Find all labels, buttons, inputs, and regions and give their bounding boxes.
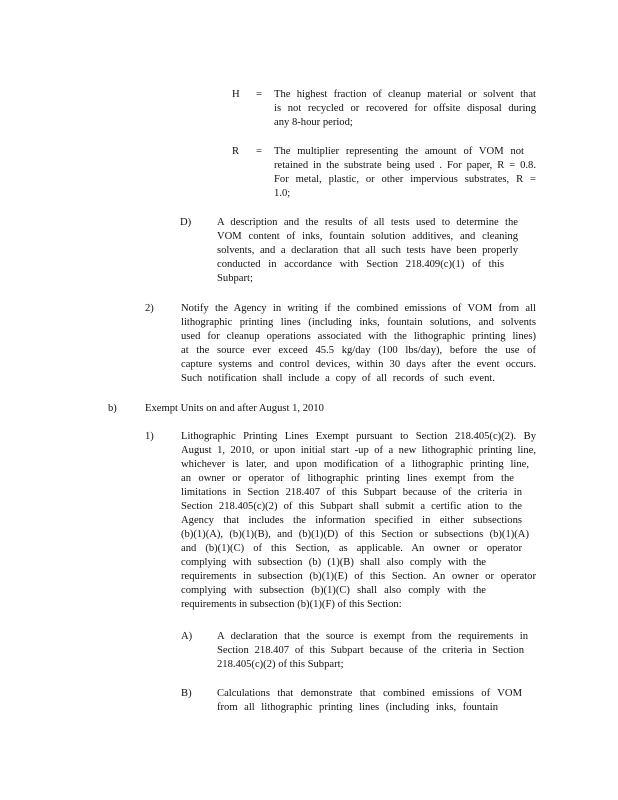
item-2-line-2: lithographic printing lines (including inks, fountain solutions, and solvents [181, 317, 536, 328]
item-b1-line-8: (b)(1)(A), (b)(1)(B), and (b)(1)(D) of this Section or subsections (b)(1)(A) [181, 529, 529, 540]
item-b1-line-9: and (b)(1)(C) of this Section, as applicable. An owner or operator [181, 543, 522, 554]
variable-h-equals: = [256, 89, 262, 100]
item-b1-label: 1) [145, 431, 154, 442]
item-2-line-5: capture systems and control devices, within 30 days after the event occurs. [181, 359, 536, 370]
item-b1b-line-1: Calculations that demonstrate that combined emissions of VOM [217, 688, 522, 699]
item-d-line-2: VOM content of inks, fountain solution additives, and cleaning [217, 231, 518, 242]
item-b1-line-12: complying with subsection (b)(1)(C) shall also comply with the [181, 585, 486, 596]
item-b1-line-3: whichever is later, and upon modification of a lithographic printing line, [181, 459, 529, 470]
item-b1-line-4: an owner or operator of lithographic printing lines exempt from the [181, 473, 514, 484]
variable-r-equals: = [256, 146, 262, 157]
item-b1-line-11: requirements in subsection (b)(1)(E) of this Section. An owner or operator [181, 571, 536, 582]
subsection-b-label: b) [108, 403, 117, 414]
item-b1-line-7: Agency that includes the information specified in either subsections [181, 515, 522, 526]
item-b1a-label: A) [181, 631, 193, 642]
item-b1-line-10: complying with subsection (b) (1)(B) shall also comply with the [181, 557, 486, 568]
item-d-line-1: A description and the results of all tests used to determine the [217, 217, 518, 228]
variable-h-line-3: any 8-hour period; [274, 117, 353, 128]
item-b1-line-13: requirements in subsection (b)(1)(F) of this Section: [181, 599, 402, 610]
variable-h-line-1: The highest fraction of cleanup material or solvent that [274, 89, 536, 100]
variable-h-line-2: is not recycled or recovered for offsite disposal during [274, 103, 536, 114]
item-b1-line-5: limitations in Section 218.407 of this Subpart because of the criteria in [181, 487, 522, 498]
variable-h-symbol: H [232, 89, 240, 100]
item-b1a-line-1: A declaration that the source is exempt from the requirements in [217, 631, 528, 642]
item-2-line-1: Notify the Agency in writing if the combined emissions of VOM from all [181, 303, 536, 314]
item-b1a-line-2: Section 218.407 of this Subpart because of the criteria in Section [217, 645, 524, 656]
item-2-line-6: Such notification shall include a copy of all records of such event. [181, 373, 495, 384]
item-b1-line-1: Lithographic Printing Lines Exempt pursuant to Section 218.405(c)(2). By [181, 431, 536, 442]
item-b1b-line-2: from all lithographic printing lines (including inks, fountain [217, 702, 498, 713]
subsection-b-heading: Exempt Units on and after August 1, 2010 [145, 403, 324, 414]
item-b1b-label: B) [181, 688, 192, 699]
item-b1-line-2: August 1, 2010, or upon initial start -up of a new lithographic printing line, [181, 445, 536, 456]
item-2-line-4: at the source ever exceed 45.5 kg/day (100 lbs/day), before the use of [181, 345, 536, 356]
variable-r-line-3: For metal, plastic, or other impervious substrates, R = [274, 174, 536, 185]
variable-r-line-4: 1.0; [274, 188, 291, 199]
variable-r-symbol: R [232, 146, 240, 157]
item-b1-line-6: Section 218.405(c)(2) of this Subpart shall submit a certific ation to the [181, 501, 522, 512]
item-2-label: 2) [145, 303, 154, 314]
variable-r-line-1: The multiplier representing the amount of VOM not [274, 146, 524, 157]
item-d-line-4: conducted in accordance with Section 218.409(c)(1) of this [217, 259, 504, 270]
item-d-label: D) [180, 217, 192, 228]
item-d-line-3: solvents, and a declaration that all such tests have been properly [217, 245, 518, 256]
item-b1a-line-3: 218.405(c)(2) of this Subpart; [217, 659, 344, 670]
item-d-line-5: Subpart; [217, 273, 253, 284]
item-2-line-3: used for cleanup operations associated with the lithographic printing lines) [181, 331, 536, 342]
variable-r-line-2: retained in the substrate being used . For paper, R = 0.8. [274, 160, 536, 171]
